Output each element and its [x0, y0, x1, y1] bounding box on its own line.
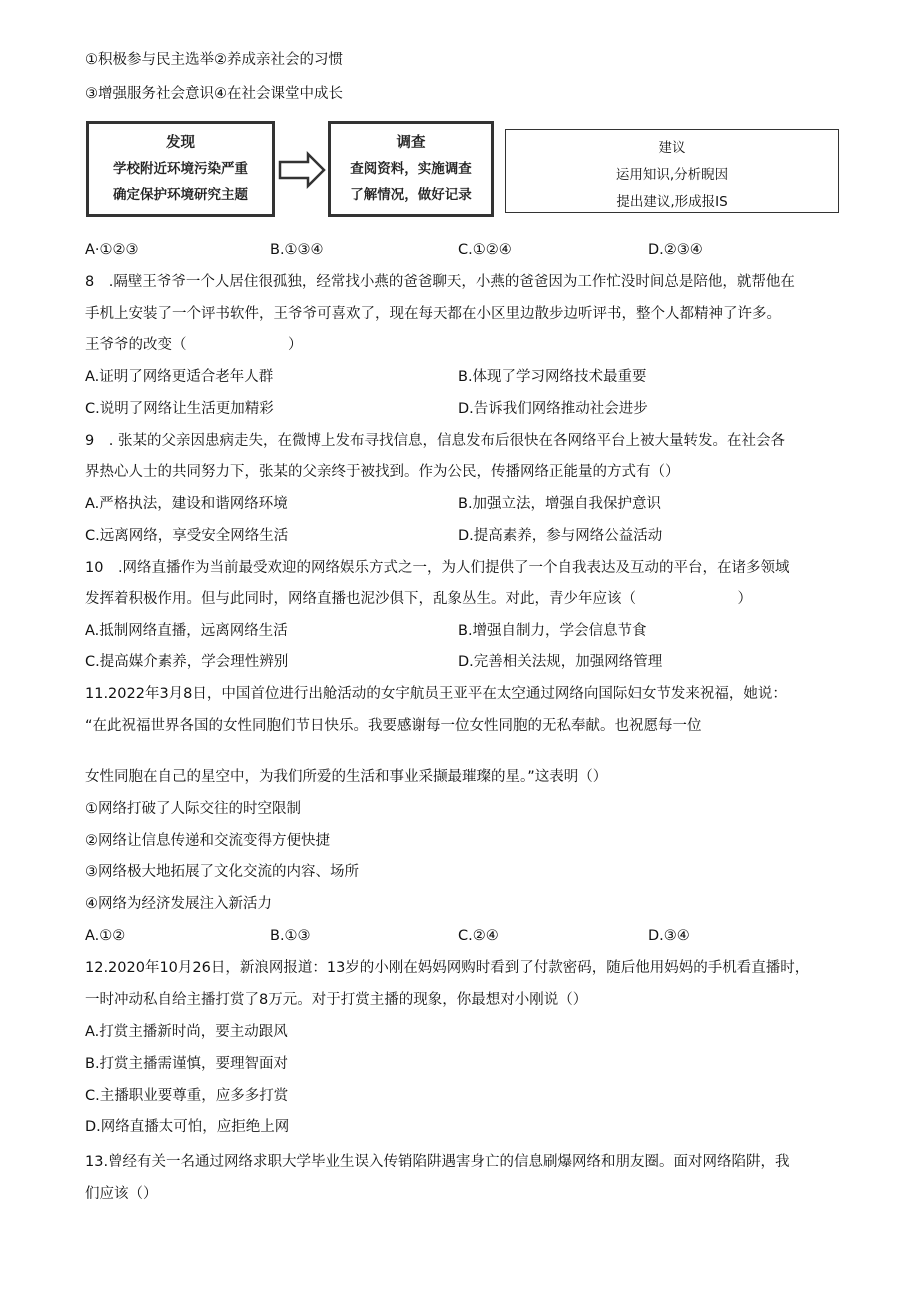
- q11-item-2: ②网络让信息传递和交流变得方便快捷: [85, 833, 330, 849]
- q11-item-3: ③网络极大地拓展了文化交流的内容、场所: [85, 864, 359, 880]
- q12-option-a: A.打赏主播新时尚，要主动跟风: [85, 1024, 288, 1040]
- q9-option-b: B.加强立法，增强自我保护意识: [458, 496, 662, 512]
- q7-option-d: D.②③④: [648, 242, 703, 258]
- q8-stem-line1: 8 .隔壁王爷爷一个人居住很孤独，经常找小燕的爸爸聊天，小燕的爸爸因为工作忙没时间总是陪他，就帮他在: [85, 274, 795, 290]
- q9-stem-line2: 界热心人士的共同努力下，张某的父亲终于被找到。作为公民，传播网络正能量的方式有（）: [85, 464, 680, 480]
- q12-stem-line1: 12.2020年10月26日，新浪网报道：13岁的小刚在妈妈网购时看到了付款密码，随后他用妈妈的手机看直播时，: [85, 960, 810, 976]
- q8-option-a: A.证明了网络更适合老年人群: [85, 369, 274, 385]
- q9-option-c: C.远离网络，享受安全网络生活: [85, 528, 289, 544]
- q13-stem-line1: 13.曾经有关一名通过网络求职大学毕业生误入传销陷阱遇害身亡的信息刷爆网络和朋友圈。面对网络陷阱，我: [85, 1154, 790, 1170]
- q8-option-d: D.告诉我们网络推动社会进步: [458, 401, 648, 417]
- q12-option-d: D.网络直播太可怕，应拒绝上网: [85, 1119, 290, 1135]
- flow-box-suggest: [505, 129, 839, 213]
- q10-option-a: A.抵制网络直播，远离网络生活: [85, 623, 288, 639]
- flow-box-discover-line1: 学校附近环境污染严重: [113, 161, 248, 177]
- q9-stem-line1: 9 . 张某的父亲因患病走失，在微博上发布寻找信息，信息发布后很快在各网络平台上被大量转发。在社会各: [85, 433, 785, 449]
- flow-box-suggest-title: 建议: [658, 140, 686, 156]
- q11-option-c: C.②④: [458, 928, 499, 944]
- flow-box-suggest-line2: 提出建议,形成报IS: [616, 194, 728, 210]
- q8-option-b: B.体现了学习网络技术最重要: [458, 369, 647, 385]
- q11-stem-line1: 11.2022年3月8日，中国首位进行出舱活动的女宇航员王亚平在太空通过网络向国际妇女节发来祝福，她说：: [85, 686, 787, 702]
- q9-option-d: D.提高素养，参与网络公益活动: [458, 528, 663, 544]
- q10-option-b: B.增强自制力，学会信息节食: [458, 623, 647, 639]
- q13-stem-line2: 们应该（）: [85, 1186, 158, 1202]
- q11-stem-line3: 女性同胞在自己的星空中，为我们所爱的生活和事业采撷最璀璨的星。”这表明（）: [85, 769, 608, 785]
- q8-stem-line3: 王爷爷的改变（ ）: [85, 337, 303, 353]
- flow-box-suggest-line1: 运用知识,分析睨因: [615, 167, 729, 183]
- q8-option-c: C.说明了网络让生活更加精彩: [85, 401, 274, 417]
- flow-arrow-icon: [278, 150, 328, 190]
- flow-box-investigate-title: 调查: [396, 134, 426, 151]
- q10-stem-line1: 10 .网络直播作为当前最受欢迎的网络娱乐方式之一，为人们提供了一个自我表达及互动的平台，在诸多领域: [85, 560, 790, 576]
- q7-option-a: A·①②③: [85, 242, 139, 258]
- flow-box-investigate: [328, 121, 494, 217]
- q10-stem-line2: 发挥着积极作用。但与此同时，网络直播也泥沙俱下，乱象丛生。对此，青少年应该（ ）: [85, 591, 752, 607]
- flow-box-discover-line2: 确定保护环境研究主题: [113, 187, 248, 203]
- item-line-1: ①积极参与民主选举②养成亲社会的习惯: [85, 52, 343, 68]
- q7-option-b: B.①③④: [270, 242, 324, 258]
- flow-box-discover: [86, 121, 275, 217]
- flow-box-investigate-line2: 了解情况，做好记录: [350, 187, 472, 203]
- item-line-2: ③增强服务社会意识④在社会课堂中成长: [85, 86, 343, 102]
- q9-option-a: A.严格执法，建设和谐网络环境: [85, 496, 288, 512]
- q11-option-d: D.③④: [648, 928, 690, 944]
- flow-box-discover-title: 发现: [166, 134, 195, 151]
- q12-stem-line2: 一时冲动私自给主播打赏了8万元。对于打赏主播的现象，你最想对小刚说（）: [85, 992, 588, 1008]
- q11-option-b: B.①③: [270, 928, 311, 944]
- q10-option-c: C.提高媒介素养，学会理性辨别: [85, 654, 289, 670]
- q12-option-b: B.打赏主播需谨慎，要理智面对: [85, 1056, 289, 1072]
- q11-stem-line2: “在此祝福世界各国的女性同胞们节日快乐。我要感谢每一位女性同胞的无私奉献。也祝愿每一位: [85, 718, 702, 734]
- q7-option-c: C.①②④: [458, 242, 512, 258]
- q12-option-c: C.主播职业要尊重，应多多打赏: [85, 1088, 289, 1104]
- q11-item-4: ④网络为经济发展注入新活力: [85, 896, 272, 912]
- q11-option-a: A.①②: [85, 928, 126, 944]
- flow-box-investigate-line1: 查阅资料，实施调查: [350, 161, 472, 177]
- q10-option-d: D.完善相关法规，加强网络管理: [458, 654, 663, 670]
- q8-stem-line2: 手机上安装了一个评书软件，王爷爷可喜欢了，现在每天都在小区里边散步边听评书，整个人都精神了许多。: [85, 306, 781, 322]
- q11-item-1: ①网络打破了人际交往的时空限制: [85, 801, 301, 817]
